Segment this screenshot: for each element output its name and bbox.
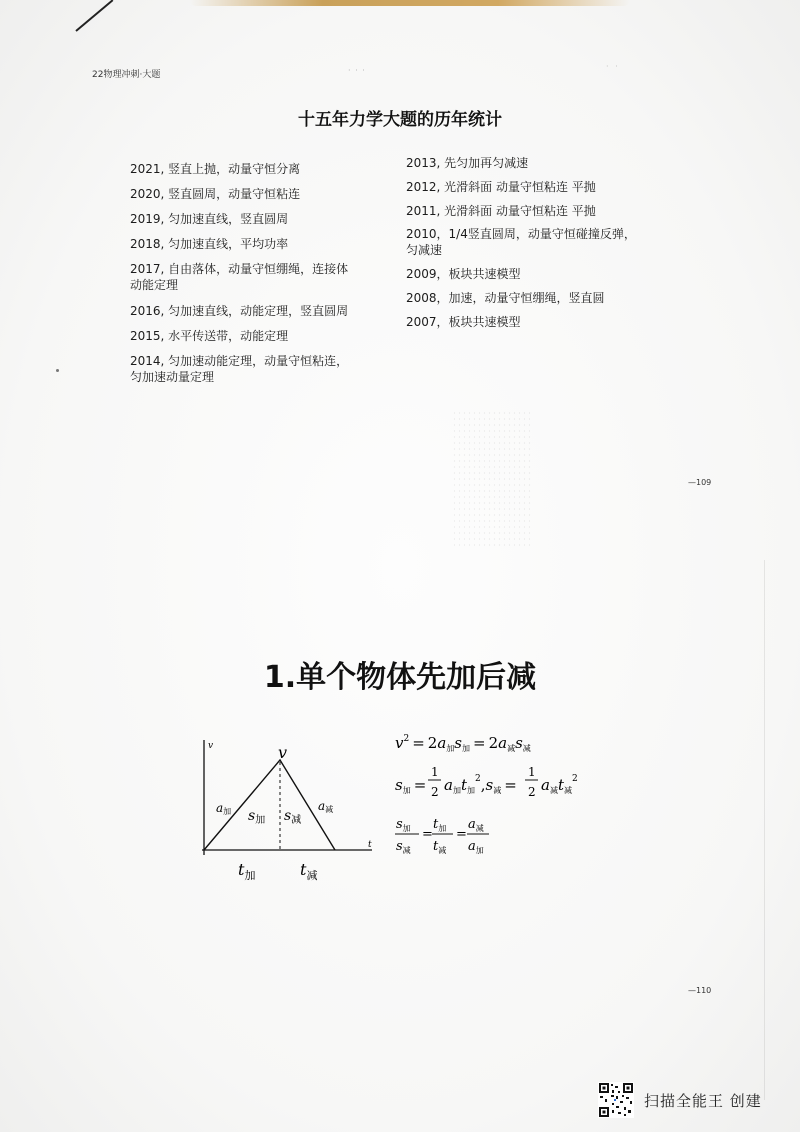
svg-text:s加: $s_加$ bbox=[396, 817, 411, 833]
formula-line-3 bbox=[395, 817, 489, 855]
page-number: —110 bbox=[688, 986, 712, 995]
running-header: 22物理冲刺·大题 bbox=[92, 70, 161, 80]
axis-label-t: t bbox=[368, 840, 372, 850]
section-title: 1.单个物体先加后减 bbox=[263, 660, 537, 695]
svg-text:=: = bbox=[456, 827, 467, 842]
stat-item: 2009，板块共速模型 bbox=[406, 267, 521, 281]
svg-text:a加t加2,s减=: $a_加t_加^2,s_减$ = bbox=[444, 774, 517, 795]
svg-text:a减: $a_减$ bbox=[468, 817, 484, 833]
svg-text:t加: $t_加$ bbox=[433, 817, 447, 833]
label-s-down: $s_减$ bbox=[284, 808, 302, 826]
stat-item: 2008，加速，动量守恒绷绳，竖直圆 bbox=[406, 291, 605, 305]
stat-item: 2007，板块共速模型 bbox=[406, 315, 521, 329]
kinematics-formulas bbox=[395, 728, 625, 868]
faint-header-mid: · · · bbox=[348, 66, 366, 75]
svg-text:t减: $t_减$ bbox=[433, 839, 447, 855]
stat-item: 2013, 先匀加再匀减速 bbox=[406, 156, 529, 170]
svg-text:a减t减2: $a_减t_减^2$ bbox=[541, 774, 578, 795]
stat-item: 2020, 竖直圆周，动量守恒粘连 bbox=[130, 187, 301, 201]
label-a-up: a加 bbox=[216, 801, 232, 816]
stat-item: 2016, 匀加速直线，动能定理，竖直圆周 bbox=[130, 304, 349, 318]
label-a-down: a减 bbox=[318, 799, 334, 814]
pen-mark bbox=[75, 0, 113, 32]
watermark-text: 扫描全能王 创建 bbox=[644, 1091, 762, 1110]
label-t-down: $t_减$ bbox=[300, 860, 318, 882]
stat-item: 2018, 匀加速直线，平均功率 bbox=[130, 237, 289, 251]
scan-noise bbox=[452, 410, 532, 550]
statistics-title: 十五年力学大题的历年统计 bbox=[298, 110, 502, 130]
faint-header-right: · · bbox=[606, 62, 620, 71]
label-s-up: $s_加$ bbox=[248, 808, 266, 826]
stat-item: 2010，1/4竖直圆周，动量守恒碰撞反弹，匀减速 bbox=[406, 227, 636, 257]
velocity-time-graph bbox=[190, 730, 390, 890]
page-number: —109 bbox=[688, 478, 712, 487]
stats-left-column bbox=[130, 161, 360, 385]
label-t-up: $t_加$ bbox=[238, 860, 256, 882]
top-edge-stain bbox=[190, 0, 630, 6]
velocity-curve bbox=[204, 760, 335, 850]
qr-code-icon bbox=[598, 1082, 634, 1118]
stat-item: 2012, 光滑斜面 动量守恒粘连 平抛 bbox=[406, 180, 596, 194]
stat-item: 2015, 水平传送带，动能定理 bbox=[130, 329, 289, 343]
scanner-watermark bbox=[598, 1082, 762, 1118]
formula-line-1: $v^2 = 2a_加s_加 = 2a_减s_减$ bbox=[395, 734, 531, 753]
svg-text:s加=: $s_加$ = bbox=[395, 776, 427, 795]
svg-text:1: 1 bbox=[431, 765, 439, 779]
axis-label-v: v bbox=[208, 741, 214, 751]
svg-text:1: 1 bbox=[528, 765, 536, 779]
svg-text:=: = bbox=[422, 827, 433, 842]
svg-text:s减: $s_减$ bbox=[396, 839, 411, 855]
stat-item: 2011, 光滑斜面 动量守恒粘连 平抛 bbox=[406, 204, 596, 218]
fold-line bbox=[764, 560, 765, 1100]
stat-item: 2014, 匀加速动能定理，动量守恒粘连，匀加速动量定理 bbox=[130, 354, 349, 384]
stat-item: 2021, 竖直上抛，动量守恒分离 bbox=[130, 162, 301, 176]
stat-item: 2019, 匀加速直线，竖直圆周 bbox=[130, 212, 289, 226]
stats-right-column bbox=[406, 155, 636, 330]
stat-item: 2017, 自由落体，动量守恒绷绳，连接体动能定理 bbox=[130, 262, 349, 292]
peak-label-v: v bbox=[278, 743, 288, 762]
scan-speck bbox=[56, 369, 59, 372]
svg-text:2: 2 bbox=[431, 785, 439, 799]
svg-text:a加: $a_加$ bbox=[468, 839, 484, 855]
formula-line-2 bbox=[395, 765, 578, 799]
svg-text:2: 2 bbox=[528, 785, 536, 799]
